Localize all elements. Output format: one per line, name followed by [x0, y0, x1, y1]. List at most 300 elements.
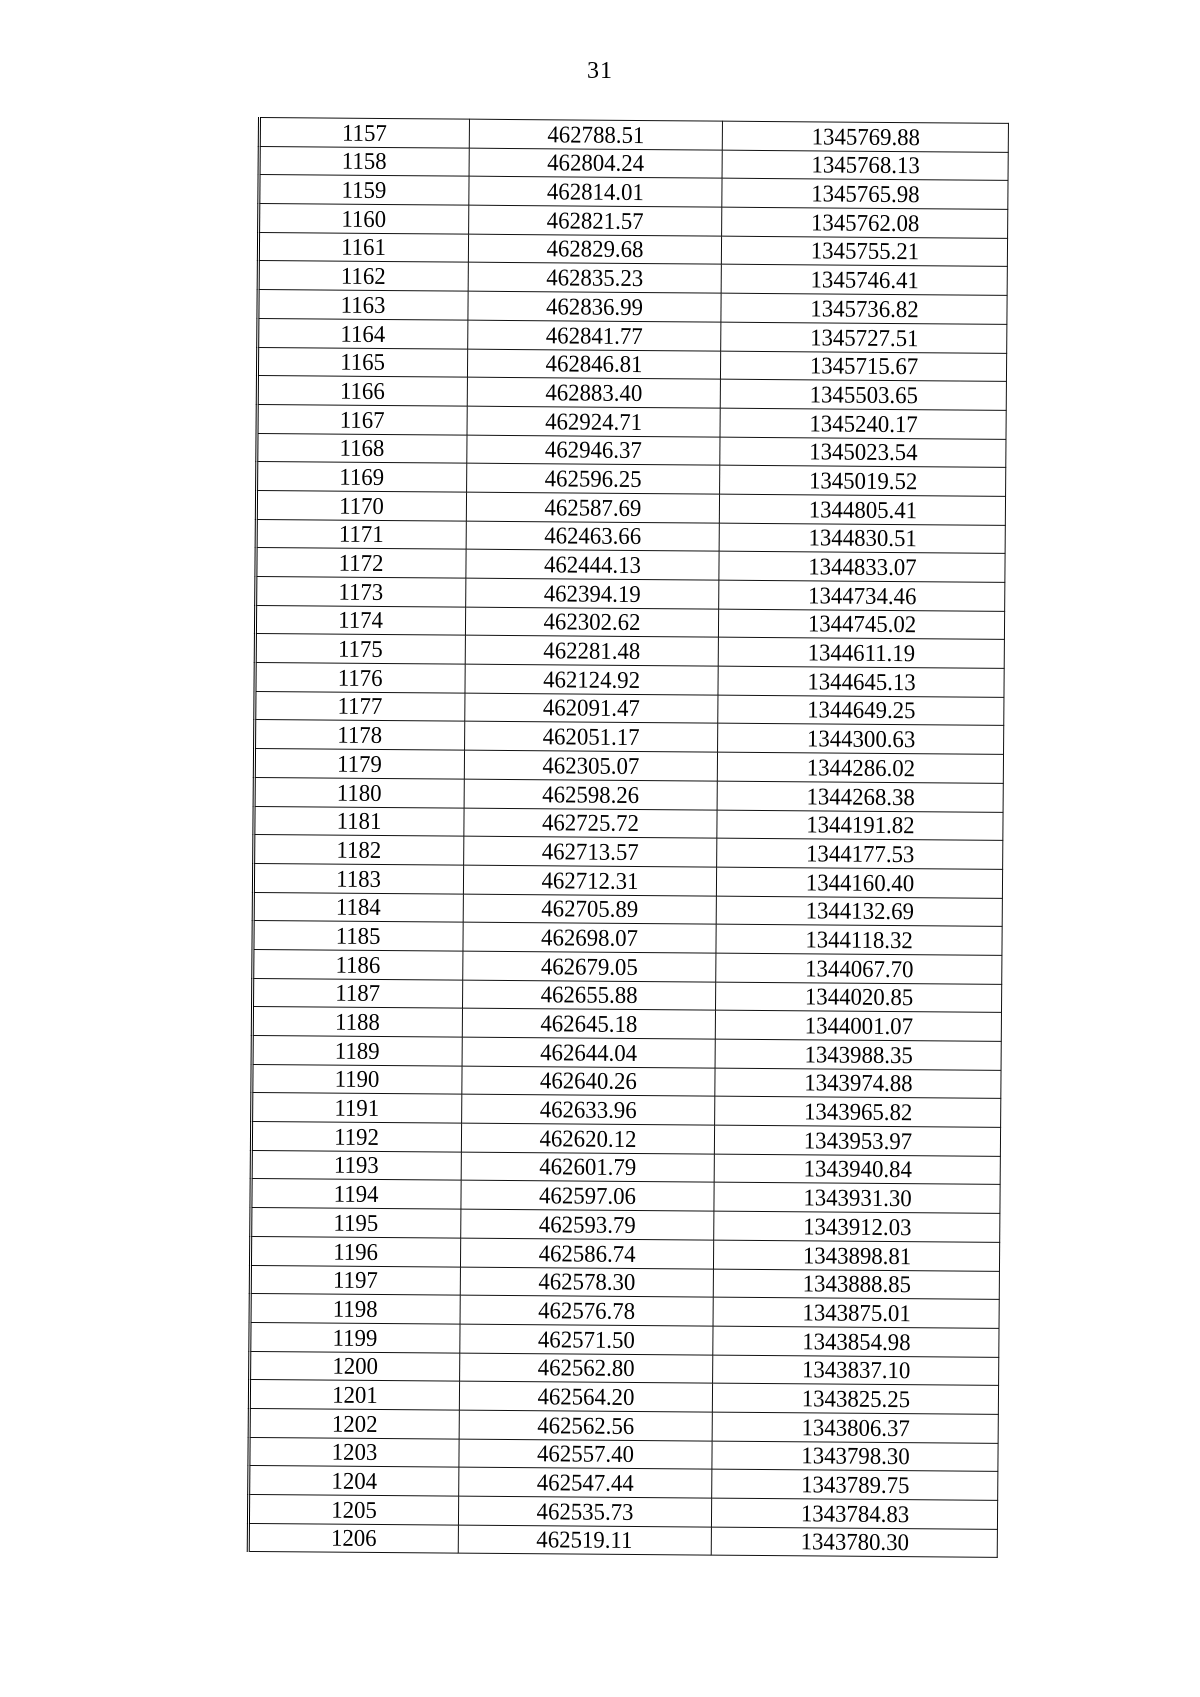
point-number-cell: [256, 548, 466, 578]
point-number-cell: [254, 835, 464, 865]
cell-text: 1343854.98: [801, 1328, 911, 1356]
point-number-cell: [259, 118, 469, 148]
cell-text: 1194: [334, 1181, 380, 1209]
cell-text: 1344300.63: [806, 726, 915, 754]
cell-text: 462463.66: [544, 523, 642, 551]
cell-text: 462829.68: [546, 236, 644, 264]
cell-text: 1204: [331, 1468, 378, 1495]
point-number-cell: [255, 663, 465, 693]
point-number-cell: [258, 290, 468, 320]
cell-text: 1344132.69: [805, 898, 914, 926]
y-coordinate-cell: [715, 982, 1001, 1013]
cell-text: 462821.57: [546, 208, 644, 235]
cell-text: 1345503.65: [809, 382, 918, 410]
cell-text: 1173: [338, 579, 384, 606]
cell-text: 1343784.83: [800, 1500, 909, 1528]
cell-text: 1345765.98: [810, 181, 920, 209]
cell-text: 462593.79: [538, 1212, 636, 1239]
cell-text: 1344805.41: [808, 496, 917, 524]
point-number-cell: [257, 376, 467, 406]
y-coordinate-cell: [721, 265, 1007, 296]
cell-text: 1157: [342, 120, 388, 147]
x-coordinate-cell: [459, 1410, 712, 1441]
x-coordinate-cell: [469, 119, 722, 150]
y-coordinate-cell: [722, 207, 1008, 238]
cell-text: 1159: [341, 177, 387, 205]
y-coordinate-cell: [720, 437, 1006, 468]
cell-text: 462841.77: [545, 322, 643, 350]
point-number-cell: [255, 691, 465, 721]
cell-text: 1345755.21: [810, 238, 919, 266]
point-number-cell: [250, 1265, 460, 1295]
x-coordinate-cell: [469, 177, 722, 208]
point-number-cell: [251, 1122, 461, 1152]
y-coordinate-cell: [721, 293, 1007, 324]
x-coordinate-cell: [460, 1353, 713, 1384]
y-coordinate-cell: [713, 1326, 999, 1357]
cell-text: 462305.07: [542, 753, 640, 780]
point-number-cell: [252, 1035, 462, 1065]
x-coordinate-cell: [466, 549, 719, 580]
cell-text: 462712.31: [541, 867, 639, 895]
y-coordinate-cell: [717, 810, 1003, 841]
y-coordinate-cell: [713, 1355, 999, 1386]
point-number-cell: [251, 1179, 461, 1209]
cell-text: 1344833.07: [807, 554, 917, 582]
y-coordinate-cell: [713, 1297, 999, 1328]
y-coordinate-cell: [719, 580, 1005, 611]
point-number-cell: [256, 519, 466, 549]
cell-text: 462564.20: [537, 1384, 635, 1411]
cell-text: 1343898.81: [802, 1242, 911, 1270]
point-number-cell: [258, 261, 468, 291]
cell-text: 1345746.41: [809, 267, 919, 295]
cell-text: 1344067.70: [804, 955, 914, 983]
cell-text: 1164: [340, 321, 386, 348]
cell-text: 462091.47: [542, 695, 640, 723]
cell-text: 462587.69: [544, 494, 642, 522]
cell-text: 462705.89: [541, 896, 639, 924]
cell-text: 1343953.97: [803, 1128, 912, 1155]
point-number-cell: [257, 433, 467, 463]
point-number-cell: [250, 1322, 460, 1352]
cell-text: 1180: [337, 780, 383, 807]
cell-text: 1160: [341, 206, 387, 233]
y-coordinate-cell: [719, 523, 1005, 554]
x-coordinate-cell: [468, 234, 721, 265]
point-number-cell: [249, 1380, 459, 1410]
cell-text: 462713.57: [541, 839, 639, 866]
cell-text: 1201: [332, 1382, 378, 1409]
cell-text: 1169: [339, 464, 385, 491]
x-coordinate-cell: [469, 148, 722, 179]
y-coordinate-cell: [720, 408, 1006, 439]
x-coordinate-cell: [467, 463, 720, 494]
point-number-cell: [248, 1523, 458, 1553]
y-coordinate-cell: [715, 1096, 1001, 1127]
y-coordinate-cell: [715, 1039, 1001, 1070]
cell-text: 1343965.82: [803, 1099, 912, 1127]
x-coordinate-cell: [466, 521, 719, 552]
cell-text: 1174: [338, 608, 384, 635]
cell-text: 462444.13: [543, 552, 642, 580]
y-coordinate-cell: [722, 150, 1008, 181]
x-coordinate-cell: [462, 1095, 715, 1126]
cell-text: 462924.71: [545, 408, 643, 436]
point-number-cell: [250, 1236, 460, 1266]
cell-text: 1179: [337, 751, 383, 778]
cell-text: 1195: [333, 1210, 379, 1237]
x-coordinate-cell: [461, 1181, 714, 1212]
cell-text: 462633.96: [539, 1097, 637, 1125]
cell-text: 462578.30: [538, 1269, 636, 1297]
y-coordinate-cell: [715, 1010, 1001, 1041]
y-coordinate-cell: [720, 465, 1006, 496]
cell-text: 1186: [335, 952, 381, 979]
point-number-cell: [257, 347, 467, 377]
cell-text: 1205: [331, 1497, 377, 1524]
cell-text: 462846.81: [545, 351, 643, 379]
point-number-cell: [249, 1437, 459, 1467]
y-coordinate-cell: [713, 1269, 999, 1300]
cell-text: 462281.48: [543, 638, 641, 666]
point-number-cell: [255, 634, 465, 664]
cell-text: 1158: [342, 149, 388, 176]
point-number-cell: [257, 462, 467, 492]
cell-text: 1206: [330, 1525, 377, 1553]
cell-text: 462655.88: [540, 982, 638, 1010]
point-number-cell: [253, 978, 463, 1008]
y-coordinate-cell: [719, 494, 1005, 525]
point-number-cell: [249, 1408, 459, 1438]
coordinates-table-container: [247, 117, 1003, 1558]
cell-text: 1344268.38: [805, 783, 915, 811]
coordinates-table-body: [248, 118, 1008, 1558]
x-coordinate-cell: [458, 1496, 711, 1527]
cell-text: 1344286.02: [806, 755, 915, 782]
cell-text: 462788.51: [547, 121, 645, 149]
point-number-cell: [251, 1150, 461, 1180]
cell-text: 1345240.17: [808, 410, 918, 438]
x-coordinate-cell: [465, 636, 718, 667]
cell-text: 462835.23: [546, 265, 644, 293]
cell-text: 1200: [332, 1353, 379, 1381]
cell-text: 462535.73: [536, 1498, 634, 1526]
cell-text: 462051.17: [542, 724, 640, 752]
x-coordinate-cell: [464, 808, 717, 839]
point-number-cell: [253, 892, 463, 922]
cell-text: 462571.50: [537, 1326, 635, 1354]
point-number-cell: [254, 749, 464, 779]
x-coordinate-cell: [463, 922, 716, 953]
y-coordinate-cell: [718, 609, 1004, 640]
x-coordinate-cell: [464, 750, 717, 781]
point-number-cell: [259, 146, 469, 176]
cell-text: 1344177.53: [805, 841, 914, 869]
x-coordinate-cell: [460, 1295, 713, 1326]
y-coordinate-cell: [716, 896, 1002, 927]
y-coordinate-cell: [720, 351, 1006, 382]
cell-text: 1162: [341, 263, 387, 291]
y-coordinate-cell: [716, 953, 1002, 984]
cell-text: 1170: [339, 493, 385, 520]
point-number-cell: [256, 490, 466, 520]
cell-text: 1168: [339, 435, 385, 463]
x-coordinate-cell: [464, 779, 717, 810]
y-coordinate-cell: [717, 838, 1003, 869]
cell-text: 1161: [341, 235, 387, 262]
point-number-cell: [252, 1064, 462, 1094]
x-coordinate-cell: [467, 406, 720, 437]
cell-text: 1344020.85: [804, 984, 913, 1012]
cell-text: 462946.37: [544, 437, 642, 465]
x-coordinate-cell: [463, 865, 716, 896]
point-number-cell: [255, 605, 465, 635]
y-coordinate-cell: [717, 781, 1003, 812]
cell-text: 1345736.82: [809, 296, 919, 324]
y-coordinate-cell: [712, 1441, 998, 1472]
point-number-cell: [252, 1007, 462, 1037]
cell-text: 1344649.25: [806, 697, 916, 725]
x-coordinate-cell: [463, 894, 716, 925]
cell-text: 1343988.35: [803, 1042, 913, 1069]
point-number-cell: [253, 921, 463, 951]
cell-text: 1203: [331, 1439, 378, 1467]
x-coordinate-cell: [469, 205, 722, 236]
cell-text: 462814.01: [546, 179, 644, 207]
point-number-cell: [256, 576, 466, 606]
x-coordinate-cell: [463, 980, 716, 1011]
cell-text: 1344191.82: [805, 812, 915, 840]
x-coordinate-cell: [465, 722, 718, 753]
x-coordinate-cell: [466, 492, 719, 523]
cell-text: 1344001.07: [804, 1013, 913, 1041]
cell-text: 1167: [340, 407, 386, 434]
cell-text: 1193: [334, 1153, 380, 1180]
cell-text: 1197: [333, 1267, 379, 1295]
cell-text: 1345019.52: [808, 468, 917, 496]
y-coordinate-cell: [718, 666, 1004, 697]
cell-text: 462620.12: [539, 1125, 637, 1153]
y-coordinate-cell: [721, 236, 1007, 267]
cell-text: 1184: [336, 894, 382, 922]
cell-text: 462836.99: [545, 294, 644, 321]
x-coordinate-cell: [467, 435, 720, 466]
cell-text: 462698.07: [541, 925, 639, 952]
y-coordinate-cell: [718, 695, 1004, 726]
cell-text: 462547.44: [536, 1470, 634, 1497]
cell-text: 1343974.88: [803, 1070, 913, 1098]
cell-text: 462557.40: [536, 1441, 635, 1469]
y-coordinate-cell: [719, 551, 1005, 582]
page-number: 31: [587, 58, 613, 84]
point-number-cell: [249, 1466, 459, 1496]
cell-text: 1177: [337, 694, 383, 721]
cell-text: 1343875.01: [801, 1300, 911, 1328]
cell-text: 1182: [336, 837, 382, 864]
cell-text: 1343912.03: [802, 1214, 912, 1241]
cell-text: 462598.26: [542, 781, 640, 809]
y-coordinate-cell: [711, 1527, 997, 1558]
y-coordinate-cell: [722, 121, 1008, 152]
y-coordinate-cell: [720, 379, 1006, 410]
cell-text: 1345727.51: [809, 324, 919, 352]
cell-text: 462576.78: [538, 1298, 636, 1325]
y-coordinate-cell: [712, 1469, 998, 1500]
x-coordinate-cell: [461, 1209, 714, 1240]
cell-text: 1343806.37: [800, 1414, 910, 1442]
cell-text: 1343931.30: [802, 1185, 912, 1213]
point-number-cell: [250, 1351, 460, 1381]
y-coordinate-cell: [713, 1240, 999, 1271]
point-number-cell: [258, 232, 468, 262]
x-coordinate-cell: [468, 291, 721, 322]
table-row: [248, 1523, 997, 1558]
cell-text: 1345762.08: [810, 210, 919, 237]
cell-text: 1199: [332, 1325, 378, 1352]
cell-text: 462596.25: [544, 466, 642, 493]
point-number-cell: [254, 777, 464, 807]
point-number-cell: [251, 1208, 461, 1238]
x-coordinate-cell: [467, 349, 720, 380]
point-number-cell: [254, 806, 464, 836]
x-coordinate-cell: [462, 1008, 715, 1039]
y-coordinate-cell: [714, 1211, 1000, 1242]
x-coordinate-cell: [465, 664, 718, 695]
point-number-cell: [257, 404, 467, 434]
cell-text: 1181: [336, 808, 382, 836]
y-coordinate-cell: [718, 724, 1004, 755]
cell-text: 1188: [335, 1009, 381, 1036]
cell-text: 1343888.85: [802, 1271, 911, 1299]
cell-text: 1343825.25: [801, 1386, 910, 1414]
cell-text: 462519.11: [536, 1527, 633, 1555]
y-coordinate-cell: [714, 1183, 1000, 1214]
coordinates-table: [247, 117, 1009, 1558]
cell-text: 1345768.13: [810, 152, 920, 180]
cell-text: 1189: [335, 1038, 381, 1065]
cell-text: 1344118.32: [805, 927, 913, 955]
x-coordinate-cell: [468, 263, 721, 294]
x-coordinate-cell: [462, 1066, 715, 1097]
cell-text: 462679.05: [540, 953, 638, 981]
cell-text: 1172: [339, 550, 384, 578]
y-coordinate-cell: [717, 752, 1003, 783]
cell-text: 1196: [333, 1239, 379, 1266]
cell-text: 1344645.13: [806, 669, 916, 696]
y-coordinate-cell: [714, 1154, 1000, 1185]
x-coordinate-cell: [463, 951, 716, 982]
cell-text: 1176: [338, 665, 384, 692]
y-coordinate-cell: [711, 1498, 997, 1529]
point-number-cell: [255, 720, 465, 750]
cell-text: 1344734.46: [807, 583, 917, 610]
cell-text: 1165: [340, 349, 386, 377]
cell-text: 462601.79: [539, 1154, 637, 1182]
x-coordinate-cell: [461, 1123, 714, 1154]
y-coordinate-cell: [722, 179, 1008, 210]
cell-text: 1163: [341, 292, 386, 319]
x-coordinate-cell: [468, 320, 721, 351]
y-coordinate-cell: [716, 924, 1002, 955]
x-coordinate-cell: [465, 607, 718, 638]
cell-text: 1192: [334, 1124, 380, 1151]
cell-text: 462597.06: [538, 1183, 637, 1211]
cell-text: 462644.04: [540, 1039, 638, 1067]
cell-text: 462586.74: [538, 1240, 636, 1268]
y-coordinate-cell: [718, 638, 1004, 669]
cell-text: 1166: [340, 378, 386, 405]
cell-text: 462725.72: [541, 810, 640, 838]
cell-text: 462640.26: [539, 1068, 637, 1096]
x-coordinate-cell: [460, 1267, 713, 1298]
cell-text: 1185: [336, 923, 382, 950]
cell-text: 1175: [338, 636, 384, 664]
cell-text: 1187: [335, 980, 381, 1008]
y-coordinate-cell: [716, 867, 1002, 898]
cell-text: 462124.92: [543, 667, 641, 694]
y-coordinate-cell: [715, 1068, 1001, 1099]
x-coordinate-cell: [459, 1381, 712, 1412]
cell-text: 1343940.84: [802, 1156, 912, 1184]
x-coordinate-cell: [464, 836, 717, 867]
cell-text: 1343780.30: [800, 1529, 909, 1557]
cell-text: 1344830.51: [807, 525, 917, 553]
cell-text: 1202: [331, 1411, 378, 1438]
x-coordinate-cell: [460, 1238, 713, 1269]
x-coordinate-cell: [465, 693, 718, 724]
cell-text: 462645.18: [540, 1011, 638, 1039]
cell-text: 1344745.02: [807, 611, 916, 639]
cell-text: 462394.19: [543, 580, 641, 608]
point-number-cell: [258, 318, 468, 348]
x-coordinate-cell: [460, 1324, 713, 1355]
cell-text: 1171: [339, 521, 385, 549]
point-number-cell: [259, 175, 469, 205]
cell-text: 1343798.30: [800, 1443, 910, 1471]
cell-text: 1183: [336, 866, 382, 893]
cell-text: 462562.56: [537, 1412, 635, 1440]
point-number-cell: [250, 1294, 460, 1324]
point-number-cell: [253, 863, 463, 893]
cell-text: 1343789.75: [800, 1472, 910, 1500]
y-coordinate-cell: [712, 1383, 998, 1414]
cell-text: 1345769.88: [811, 124, 920, 151]
x-coordinate-cell: [459, 1467, 712, 1498]
x-coordinate-cell: [467, 377, 720, 408]
x-coordinate-cell: [458, 1525, 711, 1556]
cell-text: 1178: [337, 722, 383, 750]
y-coordinate-cell: [712, 1412, 998, 1443]
cell-text: 1344160.40: [805, 869, 914, 897]
x-coordinate-cell: [466, 578, 719, 609]
cell-text: 1345715.67: [809, 353, 918, 381]
y-coordinate-cell: [714, 1125, 1000, 1156]
x-coordinate-cell: [462, 1037, 715, 1068]
x-coordinate-cell: [459, 1439, 712, 1470]
cell-text: 1190: [334, 1067, 380, 1094]
x-coordinate-cell: [461, 1152, 714, 1183]
cell-text: 1198: [333, 1296, 379, 1323]
y-coordinate-cell: [721, 322, 1007, 353]
cell-text: 462883.40: [545, 380, 643, 407]
cell-text: 462562.80: [537, 1355, 635, 1383]
cell-text: 1344611.19: [807, 640, 916, 668]
point-number-cell: [248, 1494, 458, 1524]
point-number-cell: [252, 1093, 462, 1123]
point-number-cell: [253, 949, 463, 979]
cell-text: 1345023.54: [808, 439, 918, 467]
